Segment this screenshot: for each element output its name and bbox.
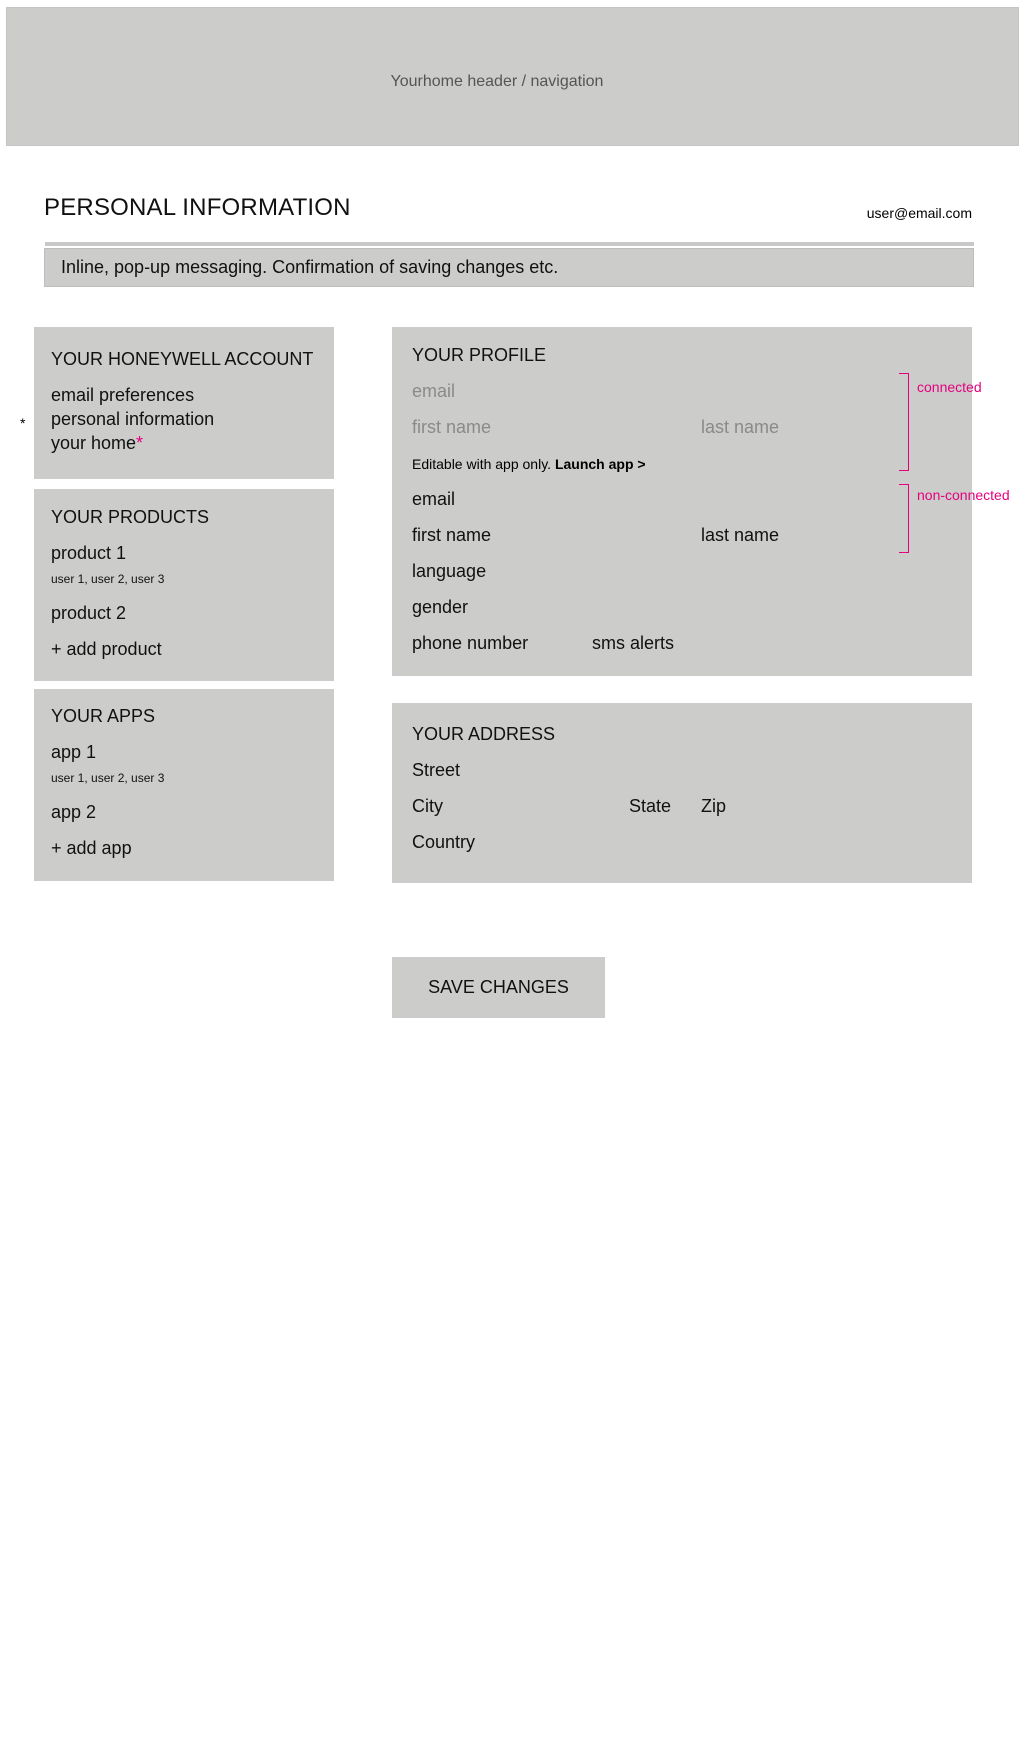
inline-message-text: Inline, pop-up messaging. Confirmation of saving changes etc. (61, 257, 559, 277)
address-panel (392, 703, 972, 883)
add-app-link[interactable]: + add app (51, 838, 132, 858)
save-changes-button[interactable]: SAVE CHANGES (392, 957, 605, 1018)
product-item-2[interactable]: product 2 (51, 603, 127, 623)
connected-email-field: email (412, 381, 456, 401)
divider (45, 242, 974, 246)
app-item-2[interactable]: app 2 (51, 802, 97, 822)
state-field[interactable]: State (629, 796, 672, 816)
connected-annotation: connected (917, 379, 982, 395)
app-only-note (412, 456, 646, 472)
products-panel (34, 489, 334, 681)
first-name-field[interactable]: first name (412, 525, 492, 545)
app-only-note-text: Editable with app only. (412, 456, 552, 472)
products-panel-title: YOUR PRODUCTS (51, 507, 210, 527)
nav-your-home[interactable] (51, 433, 143, 454)
country-field[interactable]: Country (412, 832, 476, 852)
gender-field[interactable]: gender (412, 597, 469, 617)
non-connected-bracket (899, 484, 909, 553)
apps-panel (34, 689, 334, 881)
last-name-field[interactable]: last name (701, 525, 780, 545)
city-field[interactable]: City (412, 796, 443, 816)
page-title: PERSONAL INFORMATION (44, 194, 351, 221)
address-panel-title: YOUR ADDRESS (412, 724, 556, 744)
product-1-users: user 1, user 2, user 3 (51, 572, 165, 586)
app-1-users: user 1, user 2, user 3 (51, 771, 165, 785)
site-header (6, 7, 1019, 146)
nav-email-preferences[interactable]: email preferences (51, 385, 195, 405)
connected-last-name-field: last name (701, 417, 780, 437)
add-product-link[interactable]: + add product (51, 639, 162, 659)
zip-field[interactable]: Zip (701, 796, 727, 816)
phone-number-field[interactable]: phone number (412, 633, 529, 653)
nav-your-home-label: your home (51, 433, 137, 453)
launch-app-link[interactable]: Launch app > (554, 456, 646, 472)
header-navigation-text: Yourhome header / navigation (390, 73, 604, 90)
account-panel (34, 327, 334, 479)
apps-panel-title: YOUR APPS (51, 706, 156, 726)
street-field[interactable]: Street (412, 760, 461, 780)
connected-first-name-field: first name (412, 417, 492, 437)
account-panel-title: YOUR HONEYWELL ACCOUNT (51, 349, 314, 369)
language-field[interactable]: language (412, 561, 487, 581)
nav-personal-information[interactable]: personal information (51, 409, 215, 429)
connected-bracket (899, 373, 909, 471)
user-email: user@email.com (866, 205, 972, 221)
app-item-1[interactable]: app 1 (51, 742, 97, 762)
non-connected-annotation: non-connected (917, 487, 1010, 503)
required-asterisk: * (136, 433, 144, 453)
sms-alerts-toggle[interactable]: sms alerts (592, 633, 675, 653)
email-field[interactable]: email (412, 489, 456, 509)
inline-message-bar (44, 248, 974, 287)
profile-panel (392, 327, 972, 676)
product-item-1[interactable]: product 1 (51, 543, 127, 563)
profile-panel-title: YOUR PROFILE (412, 345, 547, 365)
footnote-asterisk: * (20, 415, 26, 431)
